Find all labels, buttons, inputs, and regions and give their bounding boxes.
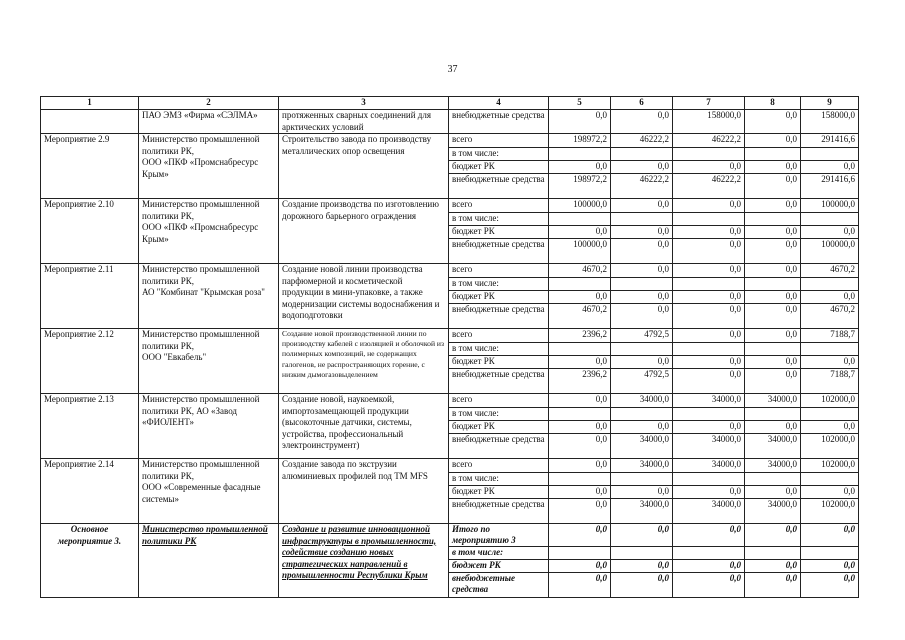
value-cell: 0,0 [611, 486, 673, 499]
value-cell [745, 473, 801, 486]
source-cell: всего [449, 394, 549, 408]
value-cell [801, 408, 859, 421]
value-cell: 102000,0 [801, 459, 859, 473]
value-cell: 102000,0 [801, 394, 859, 408]
value-cell: 46222,2 [611, 174, 673, 199]
source-cell: внебюджетные средства [449, 110, 549, 134]
description-cell: Создание новой, наукоемкой, импортозамещающей продукции (высокоточные датчики, системы, устройства, профессиональный электроинструмент) [279, 394, 449, 459]
value-cell: 0,0 [745, 239, 801, 264]
value-cell: 0,0 [611, 226, 673, 239]
value-cell [801, 148, 859, 161]
value-cell [611, 408, 673, 421]
source-cell: всего [449, 134, 549, 148]
value-cell [745, 547, 801, 560]
value-cell: 0,0 [673, 486, 745, 499]
source-cell: в том числе: [449, 148, 549, 161]
value-cell [611, 473, 673, 486]
page-number: 37 [447, 64, 458, 75]
value-cell: 34000,0 [611, 459, 673, 473]
value-cell: 0,0 [801, 226, 859, 239]
source-cell: в том числе: [449, 343, 549, 356]
value-cell: 102000,0 [801, 434, 859, 459]
column-header: 1 [41, 97, 139, 110]
measure-name-cell: Основное мероприятие 3. [41, 524, 139, 598]
description-cell: Создание новой линии производства парфюмерной и косметической продукции в мини-упаковке, а также модернизации системы водоснабжения и водоподготовки [279, 264, 449, 329]
value-cell: 0,0 [745, 291, 801, 304]
value-cell: 0,0 [745, 524, 801, 547]
value-cell: 158000,0 [673, 110, 745, 134]
value-cell: 100000,0 [801, 199, 859, 213]
source-cell: внебюджетные средства [449, 174, 549, 199]
source-cell: бюджет РК [449, 291, 549, 304]
executor-cell: Министерство промышленной политики РК, АО "Комбинат "Крымская роза" [139, 264, 279, 329]
value-cell [745, 343, 801, 356]
value-cell: 0,0 [673, 369, 745, 394]
value-cell: 0,0 [745, 199, 801, 213]
header-row [41, 97, 859, 110]
value-cell: 0,0 [611, 524, 673, 547]
column-header: 6 [611, 97, 673, 110]
value-cell [611, 213, 673, 226]
value-cell: 0,0 [611, 291, 673, 304]
value-cell: 0,0 [611, 199, 673, 213]
value-cell [673, 278, 745, 291]
value-cell: 0,0 [673, 264, 745, 278]
value-cell: 34000,0 [673, 459, 745, 473]
value-cell: 0,0 [611, 421, 673, 434]
description-cell: Строительство завода по производству металлических опор освещения [279, 134, 449, 199]
value-cell: 7188,7 [801, 369, 859, 394]
measure-name-cell: Мероприятие 2.14 [41, 459, 139, 524]
value-cell: 0,0 [745, 134, 801, 148]
value-cell: 0,0 [549, 459, 611, 473]
description-cell: протяженных сварных соединений для арктических условий [279, 110, 449, 134]
value-cell: 0,0 [745, 369, 801, 394]
value-cell: 4670,2 [801, 264, 859, 278]
value-cell: 0,0 [745, 329, 801, 343]
value-cell [745, 408, 801, 421]
value-cell: 0,0 [745, 573, 801, 598]
value-cell [549, 278, 611, 291]
value-cell: 0,0 [801, 161, 859, 174]
source-cell: Итого по мероприятию 3 [449, 524, 549, 547]
value-cell: 0,0 [673, 524, 745, 547]
value-cell [673, 547, 745, 560]
value-cell [673, 148, 745, 161]
value-cell: 46222,2 [673, 174, 745, 199]
value-cell: 34000,0 [611, 499, 673, 524]
table-row [41, 329, 859, 343]
value-cell: 0,0 [673, 291, 745, 304]
value-cell: 0,0 [611, 304, 673, 329]
value-cell: 0,0 [673, 239, 745, 264]
value-cell: 158000,0 [801, 110, 859, 134]
value-cell [549, 473, 611, 486]
column-header: 4 [449, 97, 549, 110]
value-cell: 0,0 [549, 486, 611, 499]
value-cell: 0,0 [611, 239, 673, 264]
value-cell: 0,0 [549, 226, 611, 239]
value-cell: 0,0 [745, 161, 801, 174]
value-cell: 0,0 [549, 499, 611, 524]
value-cell: 0,0 [673, 573, 745, 598]
column-header: 7 [673, 97, 745, 110]
value-cell: 0,0 [549, 394, 611, 408]
value-cell [673, 343, 745, 356]
value-cell: 0,0 [549, 421, 611, 434]
value-cell: 100000,0 [549, 239, 611, 264]
description-cell: Создание производства по изготовлению дорожного барьерного ограждения [279, 199, 449, 264]
value-cell: 0,0 [745, 421, 801, 434]
value-cell: 0,0 [745, 560, 801, 573]
value-cell: 0,0 [745, 226, 801, 239]
table-row [41, 110, 859, 134]
table-row [41, 459, 859, 473]
column-header: 8 [745, 97, 801, 110]
value-cell: 4792,5 [611, 329, 673, 343]
value-cell: 102000,0 [801, 499, 859, 524]
executor-cell: Министерство промышленной политики РК, ООО "Евкабель" [139, 329, 279, 394]
value-cell [801, 343, 859, 356]
value-cell: 0,0 [673, 421, 745, 434]
executor-cell: ПАО ЭМЗ «Фирма «СЭЛМА» [139, 110, 279, 134]
description-cell: Создание новой производственной линии по производству кабелей с изоляцией и оболочкой из полимерных композиций, не содержащих галогенов, не распространяющих горение, с низким дымогазовыделением [279, 329, 449, 394]
value-cell [549, 213, 611, 226]
value-cell [745, 278, 801, 291]
value-cell: 0,0 [801, 560, 859, 573]
value-cell: 0,0 [745, 174, 801, 199]
value-cell: 0,0 [673, 356, 745, 369]
value-cell: 4670,2 [549, 264, 611, 278]
value-cell [745, 213, 801, 226]
source-cell: бюджет РК [449, 226, 549, 239]
executor-cell: Министерство промышленной политики РК, АО «Завод «ФИОЛЕНТ» [139, 394, 279, 459]
value-cell: 0,0 [673, 560, 745, 573]
value-cell: 0,0 [611, 356, 673, 369]
value-cell: 0,0 [611, 264, 673, 278]
value-cell: 34000,0 [745, 459, 801, 473]
table-row [41, 199, 859, 213]
value-cell: 4670,2 [801, 304, 859, 329]
value-cell: 0,0 [801, 486, 859, 499]
value-cell: 0,0 [549, 573, 611, 598]
value-cell: 0,0 [745, 304, 801, 329]
source-cell: всего [449, 199, 549, 213]
value-cell: 100000,0 [801, 239, 859, 264]
source-cell: бюджет РК [449, 486, 549, 499]
column-header: 2 [139, 97, 279, 110]
measure-name-cell [41, 110, 139, 134]
source-cell: внебюджетные средства [449, 239, 549, 264]
value-cell: 34000,0 [673, 434, 745, 459]
table-row [41, 524, 859, 547]
value-cell: 0,0 [801, 291, 859, 304]
value-cell: 0,0 [549, 434, 611, 459]
value-cell [611, 278, 673, 291]
program-funding-table [40, 96, 859, 598]
value-cell: 0,0 [549, 291, 611, 304]
value-cell: 0,0 [673, 161, 745, 174]
executor-cell: Министерство промышленной политики РК, ООО «ПКФ «Промснабресурс Крым» [139, 134, 279, 199]
value-cell [801, 547, 859, 560]
value-cell: 0,0 [801, 573, 859, 598]
value-cell: 34000,0 [611, 434, 673, 459]
source-cell: в том числе: [449, 547, 549, 560]
value-cell: 0,0 [673, 199, 745, 213]
source-cell: бюджет РК [449, 356, 549, 369]
value-cell: 2396,2 [549, 369, 611, 394]
value-cell: 198972,2 [549, 174, 611, 199]
value-cell: 0,0 [673, 304, 745, 329]
value-cell: 4670,2 [549, 304, 611, 329]
value-cell: 34000,0 [673, 394, 745, 408]
measure-name-cell: Мероприятие 2.13 [41, 394, 139, 459]
source-cell: в том числе: [449, 213, 549, 226]
value-cell: 0,0 [549, 161, 611, 174]
value-cell: 0,0 [549, 560, 611, 573]
value-cell [611, 547, 673, 560]
value-cell: 34000,0 [611, 394, 673, 408]
value-cell [549, 408, 611, 421]
value-cell: 34000,0 [745, 434, 801, 459]
source-cell: внебюджетные средства [449, 434, 549, 459]
value-cell: 0,0 [611, 161, 673, 174]
value-cell: 100000,0 [549, 199, 611, 213]
source-cell: внебюджетные средства [449, 573, 549, 598]
value-cell: 0,0 [673, 226, 745, 239]
value-cell [611, 343, 673, 356]
source-cell: внебюджетные средства [449, 369, 549, 394]
executor-cell: Министерство промышленной политики РК, ООО «Современные фасадные системы» [139, 459, 279, 524]
value-cell [801, 473, 859, 486]
executor-cell: Министерство промышленной политики РК [139, 524, 279, 598]
value-cell [745, 148, 801, 161]
value-cell: 291416,6 [801, 134, 859, 148]
source-cell: бюджет РК [449, 421, 549, 434]
source-cell: в том числе: [449, 278, 549, 291]
value-cell: 0,0 [745, 264, 801, 278]
source-cell: бюджет РК [449, 161, 549, 174]
value-cell: 0,0 [745, 110, 801, 134]
source-cell: внебюджетные средства [449, 304, 549, 329]
value-cell [673, 408, 745, 421]
value-cell [801, 278, 859, 291]
value-cell [673, 473, 745, 486]
value-cell: 4792,5 [611, 369, 673, 394]
value-cell: 7188,7 [801, 329, 859, 343]
value-cell [549, 547, 611, 560]
value-cell: 198972,2 [549, 134, 611, 148]
table-row [41, 134, 859, 148]
source-cell: всего [449, 264, 549, 278]
description-cell: Создание завода по экструзии алюминиевых профилей под ТМ MFS [279, 459, 449, 524]
source-cell: бюджет РК [449, 560, 549, 573]
value-cell: 2396,2 [549, 329, 611, 343]
value-cell: 0,0 [673, 329, 745, 343]
source-cell: в том числе: [449, 473, 549, 486]
value-cell: 0,0 [801, 356, 859, 369]
executor-cell: Министерство промышленной политики РК, ООО «ПКФ «Промснабресурс Крым» [139, 199, 279, 264]
value-cell: 34000,0 [673, 499, 745, 524]
value-cell: 0,0 [549, 356, 611, 369]
value-cell: 46222,2 [611, 134, 673, 148]
value-cell: 46222,2 [673, 134, 745, 148]
table-row [41, 394, 859, 408]
value-cell: 0,0 [801, 421, 859, 434]
measure-name-cell: Мероприятие 2.12 [41, 329, 139, 394]
measure-name-cell: Мероприятие 2.9 [41, 134, 139, 199]
source-cell: всего [449, 329, 549, 343]
value-cell: 0,0 [801, 524, 859, 547]
value-cell: 0,0 [549, 524, 611, 547]
value-cell [549, 343, 611, 356]
column-header: 5 [549, 97, 611, 110]
measure-name-cell: Мероприятие 2.10 [41, 199, 139, 264]
value-cell [611, 148, 673, 161]
source-cell: в том числе: [449, 408, 549, 421]
value-cell: 291416,6 [801, 174, 859, 199]
value-cell: 0,0 [611, 573, 673, 598]
value-cell [549, 148, 611, 161]
table-row [41, 264, 859, 278]
value-cell [801, 213, 859, 226]
source-cell: всего [449, 459, 549, 473]
measure-name-cell: Мероприятие 2.11 [41, 264, 139, 329]
description-cell: Создание и развитие инновационной инфраструктуры в промышленности, содействие созданию новых стратегических направлений в промышленности Республики Крым [279, 524, 449, 598]
value-cell: 34000,0 [745, 499, 801, 524]
value-cell: 0,0 [611, 110, 673, 134]
value-cell [673, 213, 745, 226]
column-header: 3 [279, 97, 449, 110]
value-cell: 0,0 [549, 110, 611, 134]
source-cell: внебюджетные средства [449, 499, 549, 524]
column-header: 9 [801, 97, 859, 110]
value-cell: 0,0 [745, 356, 801, 369]
value-cell: 34000,0 [745, 394, 801, 408]
value-cell: 0,0 [611, 560, 673, 573]
value-cell: 0,0 [745, 486, 801, 499]
